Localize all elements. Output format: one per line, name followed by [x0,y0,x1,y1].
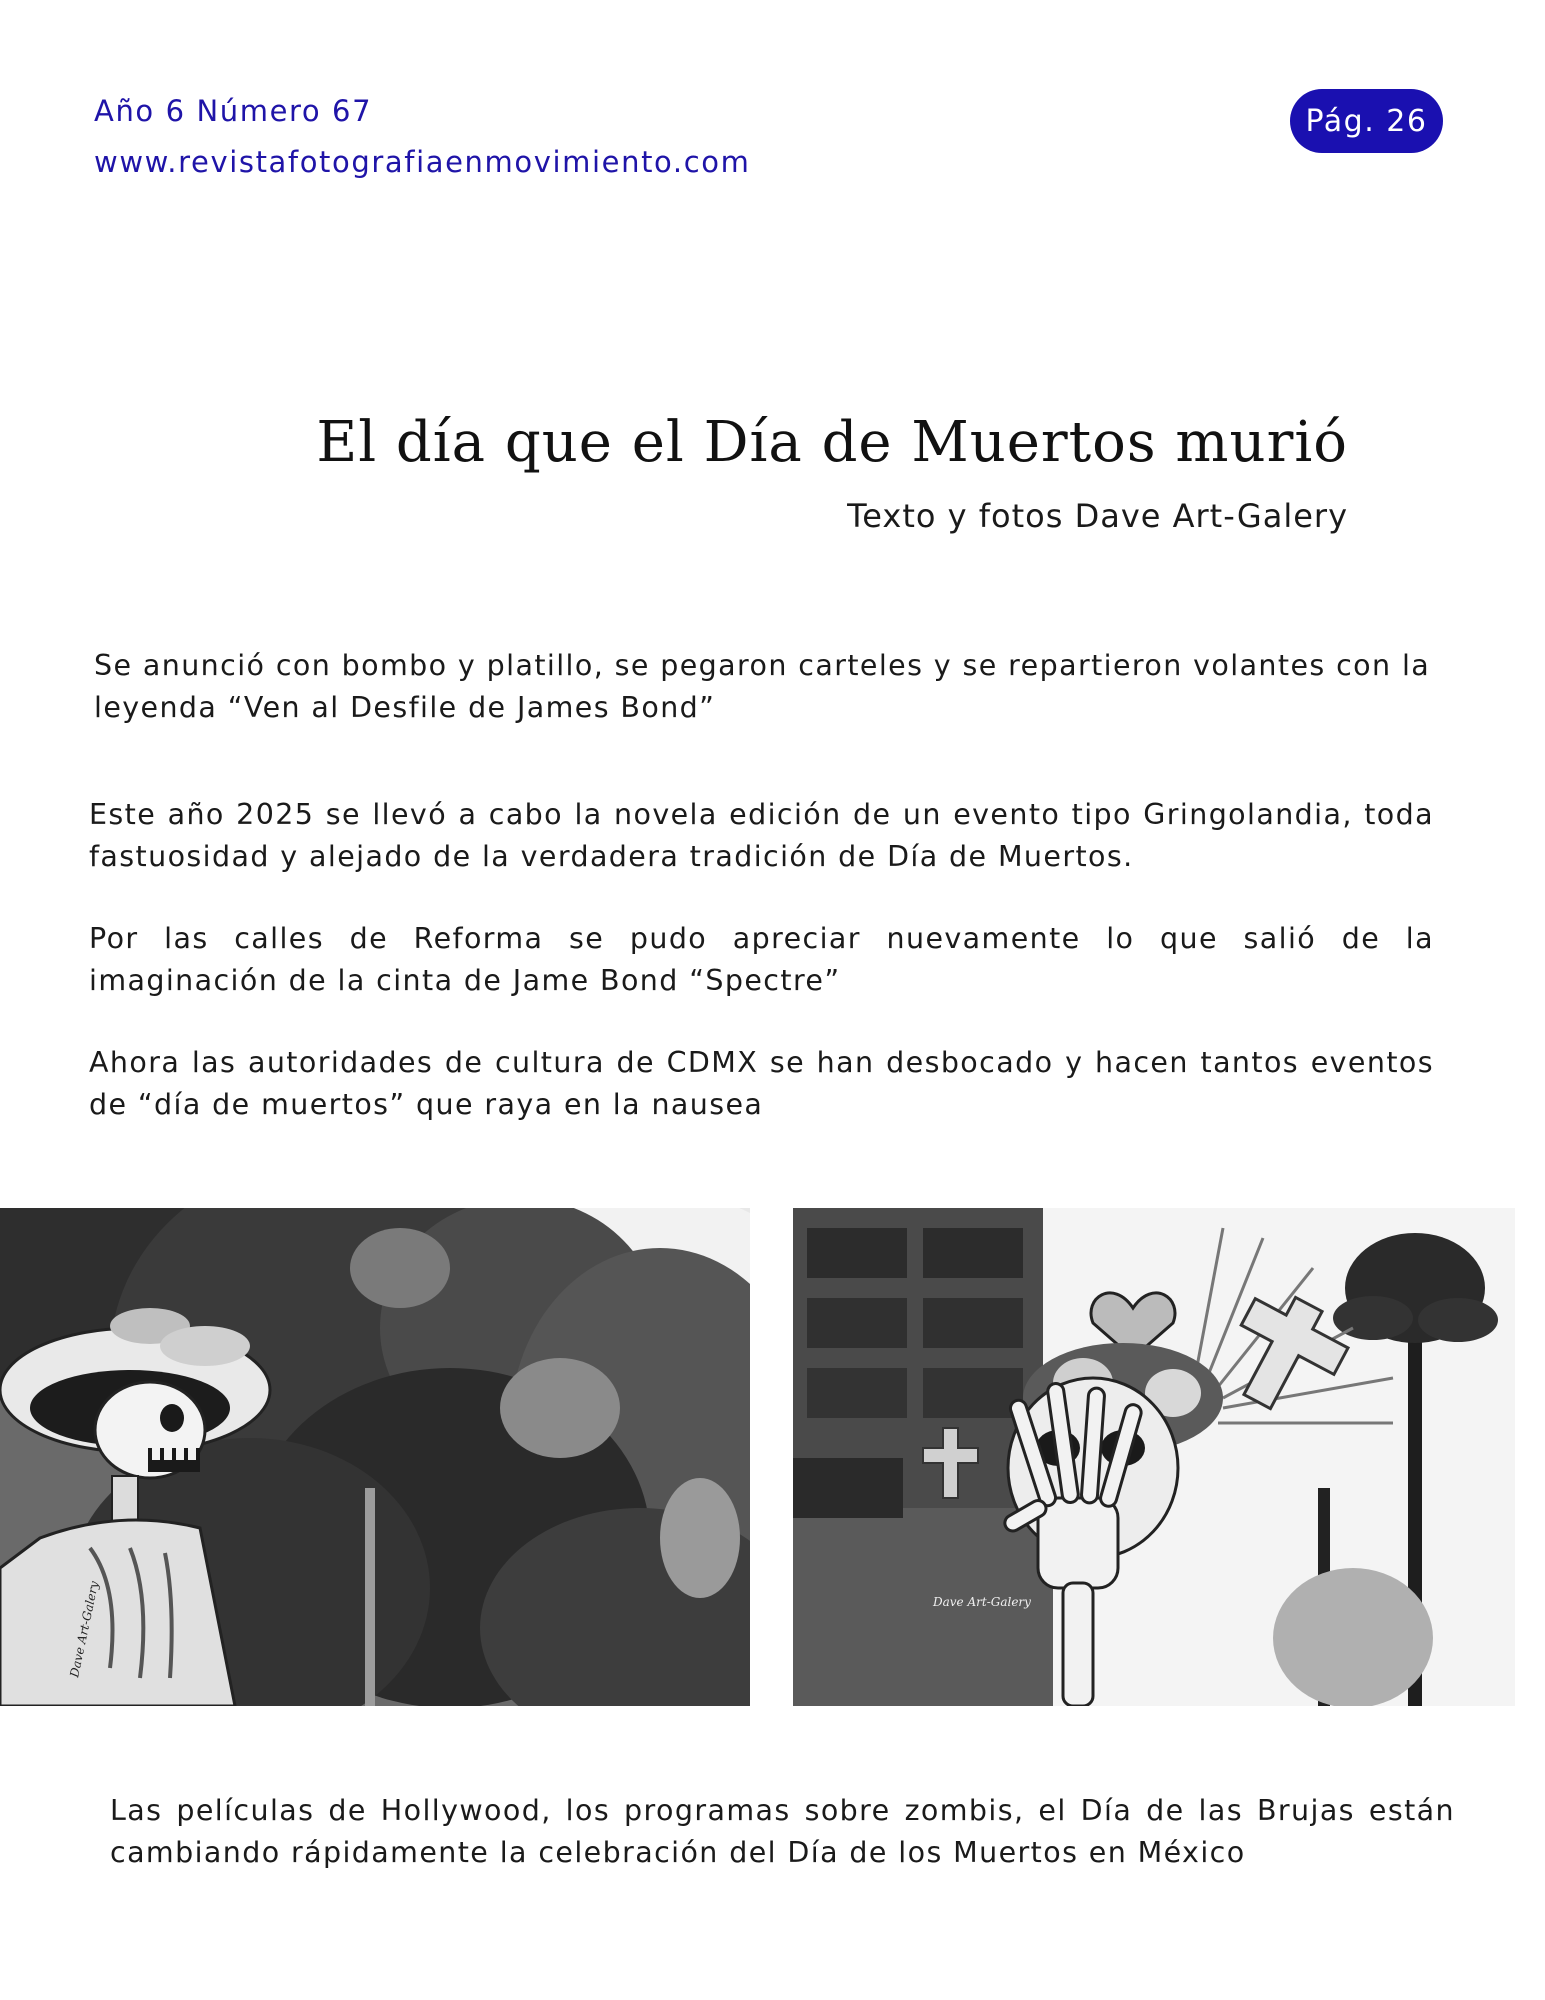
website-link[interactable]: www.revistafotografiaenmovimiento.com [94,145,751,179]
article-paragraph: Este año 2025 se llevó a cabo la novela edición de un evento tipo Gringolandia, toda fastuosidad y alejado de la verdadera tradición de Día de Muertos. [89,798,1434,873]
article-closing: Las películas de Hollywood, los programas sobre zombis, el Día de las Brujas están cambiando rápidamente la celebración del Día de los Muertos en México [110,1794,1455,1869]
photo-catrina-trees [0,1208,750,1706]
article-byline: Texto y fotos Dave Art-Galery [847,497,1348,535]
article-intro: Se anunció con bombo y platillo, se pegaron carteles y se repartieron volantes con la leyenda “Ven al Desfile de James Bond” [94,649,1431,724]
article-title: El día que el Día de Muertos murió [316,410,1348,475]
photo-skeleton-hand [793,1208,1515,1706]
article-paragraph: Ahora las autoridades de cultura de CDMX se han desbocado y hacen tantos eventos de “día de muertos” que raya en la nausea [89,1046,1434,1121]
article-paragraph: Por las calles de Reforma se pudo apreciar nuevamente lo que salió de la imaginación de la cinta de Jame Bond “Spectre” [89,922,1434,997]
photo-watermark: Dave Art-Galery [933,1595,1031,1609]
page-number-badge: Pág. 26 [1290,89,1443,153]
issue-number: Año 6 Número 67 [94,94,373,128]
photo-watermark: Dave Art-Galery [67,1579,102,1679]
issue-info [94,86,750,188]
